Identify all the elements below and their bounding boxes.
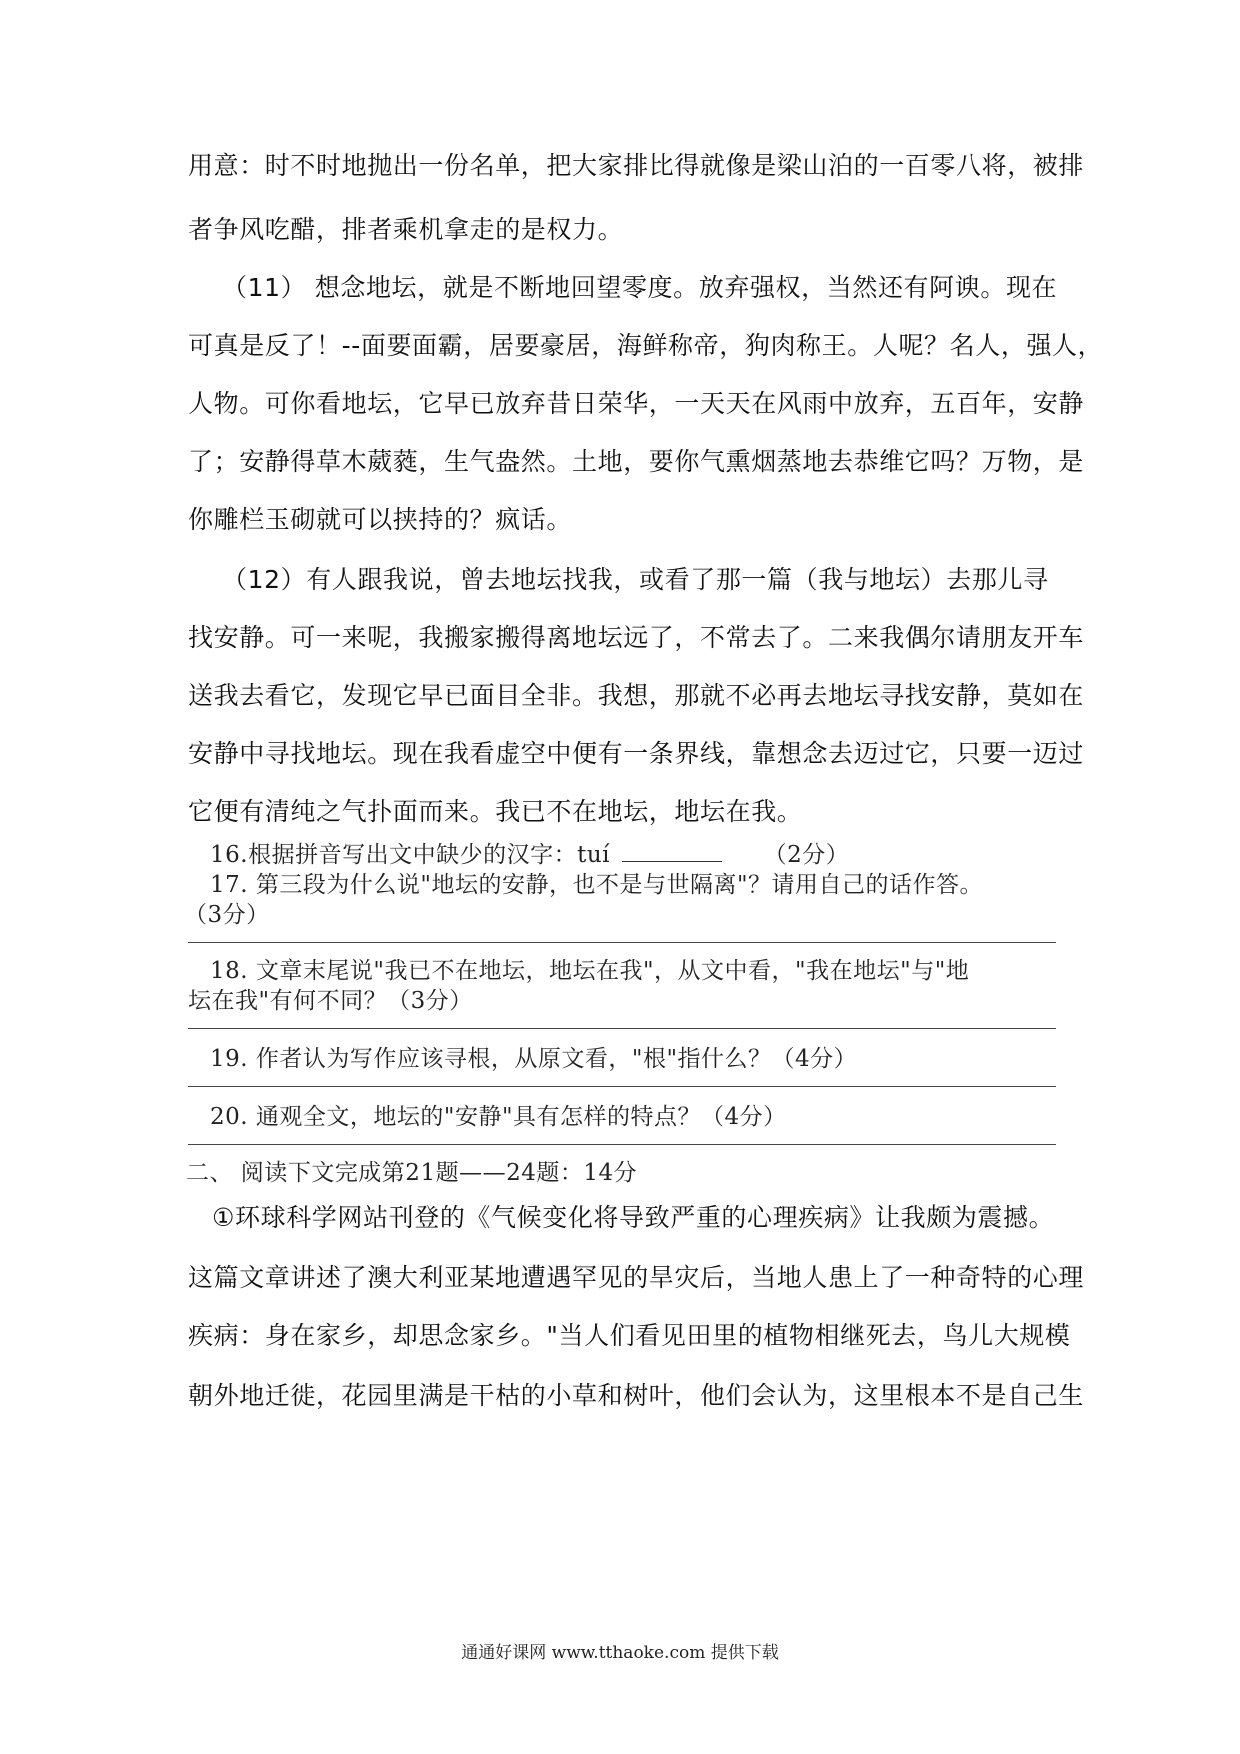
paragraph-11-start: （11） 想念地坛，就是不断地回望零度。放弃强权，当然还有阿谀。现在: [222, 273, 1058, 302]
section-2-line: 朝外地迁徙，花园里满是干枯的小草和树叶，他们会认为，这里根本不是自己生: [188, 1381, 1085, 1410]
passage-line: 它便有清纯之气扑面而来。我已不在地坛，地坛在我。: [188, 797, 803, 826]
answer-line[interactable]: [188, 1144, 1056, 1145]
answer-blank[interactable]: [622, 843, 722, 862]
section-2-heading: 二、 阅读下文完成第21题——24题：14分: [186, 1160, 638, 1186]
question-18-cont: 坛在我"有何不同？（3分）: [188, 988, 473, 1014]
section-2-line: 这篇文章讲述了澳大利亚某地遭遇罕见的旱灾后，当地人患上了一种奇特的心理: [188, 1263, 1085, 1292]
passage-line: 者争风吃醋，排者乘机拿走的是权力。: [188, 215, 624, 244]
question-16-text: 16.根据拼音写出文中缺少的汉字：tuí: [210, 842, 610, 868]
question-17-score: （3分）: [184, 902, 270, 928]
question-19: 19. 作者认为写作应该寻根，从原文看，"根"指什么？（4分）: [210, 1046, 858, 1072]
question-20: 20. 通观全文，地坛的"安静"具有怎样的特点？（4分）: [210, 1104, 787, 1130]
passage-line: 用意：时不时地抛出一份名单，把大家排比得就像是梁山泊的一百零八将，被排: [188, 151, 1085, 180]
paragraph-12-start: （12）有人跟我说，曾去地坛找我，或看了那一篇（我与地坛）去那儿寻: [222, 565, 1049, 594]
page-footer: 通通好课网 www.tthaoke.com 提供下载: [461, 1643, 779, 1663]
question-18: 18. 文章末尾说"我已不在地坛，地坛在我"，从文中看，"我在地坛"与"地: [210, 958, 970, 984]
passage-line: 你雕栏玉砌就可以挟持的？疯话。: [188, 505, 573, 534]
passage-line: 可真是反了！--面要面霸，居要豪居，海鲜称帝，狗肉称王。人呢？名人，强人，: [188, 331, 1104, 360]
passage-line: 了；安静得草木葳蕤，生气盎然。土地，要你气熏烟蒸地去恭维它吗？万物，是: [188, 447, 1085, 476]
section-2-line: ①环球科学网站刊登的《气候变化将导致严重的心理疾病》让我颇为震撼。: [212, 1203, 1055, 1232]
question-16-score: （2分）: [763, 842, 850, 868]
passage-line: 安静中寻找地坛。现在我看虚空中便有一条界线，靠想念去迈过它，只要一迈过: [188, 739, 1085, 768]
answer-line[interactable]: [188, 1086, 1056, 1087]
section-2-line: 疾病：身在家乡，却思念家乡。"当人们看见田里的植物相继死去，鸟儿大规模: [188, 1321, 1071, 1350]
passage-line: 找安静。可一来呢，我搬家搬得离地坛远了，不常去了。二来我偶尔请朋友开车: [188, 623, 1085, 652]
question-17: 17. 第三段为什么说"地坛的安静，也不是与世隔离"？请用自己的话作答。: [210, 872, 984, 898]
passage-line: 人物。可你看地坛，它早已放弃昔日荣华，一天天在风雨中放弃，五百年，安静: [188, 389, 1085, 418]
question-16: [210, 836, 849, 869]
answer-line[interactable]: [188, 1028, 1056, 1029]
passage-line: 送我去看它，发现它早已面目全非。我想，那就不必再去地坛寻找安静，莫如在: [188, 681, 1085, 710]
answer-line[interactable]: [188, 942, 1056, 943]
